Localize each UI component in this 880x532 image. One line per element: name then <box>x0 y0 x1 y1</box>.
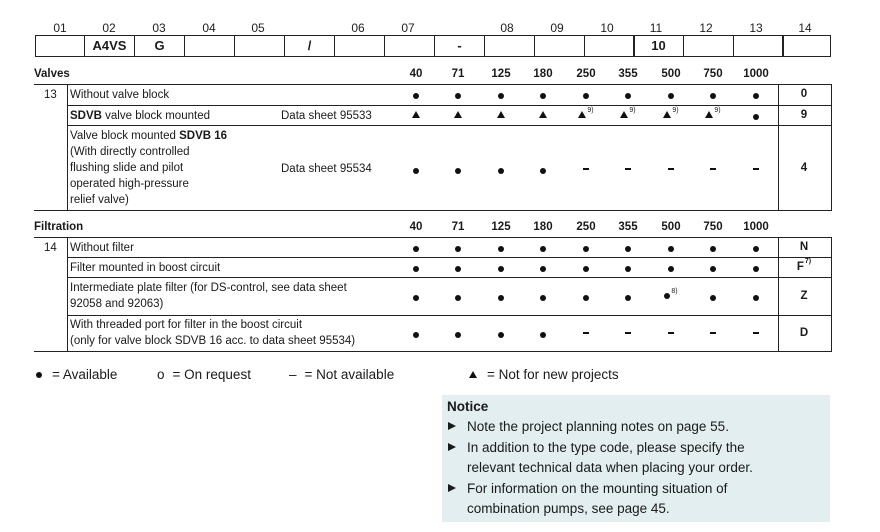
legend-available: = Available <box>36 367 117 382</box>
not-available-icon <box>583 168 589 170</box>
pos-10: 10 <box>600 21 614 35</box>
not-available-icon: – <box>289 367 297 382</box>
pos-12: 12 <box>699 21 713 35</box>
available-icon <box>540 93 546 99</box>
available-icon <box>413 266 419 272</box>
available-icon <box>455 93 461 99</box>
not-for-new-icon <box>469 371 477 378</box>
not-for-new-icon <box>578 111 586 118</box>
available-icon <box>413 168 419 174</box>
code-box-04 <box>184 35 235 57</box>
option-intermediate-plate-filter: Intermediate plate filter (for DS-control, see data sheet 92058 and 92063) <box>70 282 347 310</box>
option-sdvb-mounted: SDVB valve block mounted <box>70 110 210 122</box>
size-500: 500 <box>661 68 681 80</box>
row-number-13: 13 <box>44 89 57 101</box>
size-1000: 1000 <box>743 221 769 233</box>
datasheet-95534: Data sheet 95534 <box>281 163 372 175</box>
not-available-icon <box>583 332 589 334</box>
size-355: 355 <box>618 221 638 233</box>
available-icon <box>540 332 546 338</box>
row-number-14: 14 <box>44 242 57 254</box>
pos-04: 04 <box>202 21 216 35</box>
on-request-icon: o <box>157 367 165 382</box>
filtration-row-rule <box>67 257 779 258</box>
filtration-top-rule <box>34 237 832 238</box>
valves-row-rule <box>67 105 779 106</box>
valves-divider <box>67 84 68 211</box>
filtration-title: Filtration <box>34 221 84 233</box>
available-icon <box>540 266 546 272</box>
available-icon <box>413 93 419 99</box>
available-icon <box>710 266 716 272</box>
available-icon <box>664 293 670 299</box>
filtration-divider <box>67 237 68 352</box>
option-filter-boost-circuit: Filter mounted in boost circuit <box>70 262 221 274</box>
available-icon <box>498 168 504 174</box>
not-available-icon <box>625 332 631 334</box>
pos-05: 05 <box>251 21 265 35</box>
filtration-row-rule <box>67 277 779 278</box>
available-icon <box>498 332 504 338</box>
available-icon <box>455 168 461 174</box>
code-9: 9 <box>800 109 808 121</box>
available-icon <box>455 246 461 252</box>
bullet-arrow-icon <box>448 443 456 451</box>
code-box-14 <box>782 35 831 57</box>
not-available-icon <box>753 168 759 170</box>
legend-not-available: – = Not available <box>289 367 395 382</box>
not-available-icon <box>668 168 674 170</box>
code-col-left <box>778 84 779 211</box>
code-box-01 <box>35 35 85 57</box>
code-box-02: A4VS <box>84 35 135 57</box>
code-col-rule <box>778 277 832 278</box>
not-for-new-icon <box>663 111 671 118</box>
available-icon <box>753 93 759 99</box>
available-icon <box>625 246 631 252</box>
code-box-11: 10 <box>633 35 684 57</box>
not-for-new-icon <box>497 111 505 118</box>
available-icon <box>668 266 674 272</box>
available-icon <box>583 93 589 99</box>
code-box-06 <box>334 35 385 57</box>
not-available-icon <box>710 332 716 334</box>
available-icon <box>583 246 589 252</box>
option-threaded-port-filter: With threaded port for filter in the boost circuit (only for valve block SDVB 16 acc. to data sheet 95534) <box>70 319 356 347</box>
available-icon <box>668 93 674 99</box>
size-125: 125 <box>491 221 511 233</box>
code-4: 4 <box>800 162 808 174</box>
pos-08: 08 <box>500 21 514 35</box>
size-500: 500 <box>661 221 681 233</box>
available-icon <box>455 266 461 272</box>
pos-03: 03 <box>152 21 166 35</box>
option-without-filter: Without filter <box>70 242 134 254</box>
code-F: $F^{7)}$ <box>796 258 812 273</box>
available-icon <box>753 114 759 120</box>
not-available-icon <box>753 332 759 334</box>
legend-on-request: o = On request <box>157 367 251 382</box>
legend-not-for-new: = Not for new projects <box>469 367 619 382</box>
size-750: 750 <box>703 221 723 233</box>
code-box-03: G <box>134 35 185 57</box>
code-box-05 <box>234 35 285 57</box>
code-box-06a: / <box>284 35 335 57</box>
notice-title: Notice <box>447 399 489 414</box>
pos-06: 06 <box>351 21 365 35</box>
available-icon <box>540 295 546 301</box>
available-icon <box>455 295 461 301</box>
size-355: 355 <box>618 68 638 80</box>
available-icon <box>413 332 419 338</box>
size-40: 40 <box>409 221 423 233</box>
available-icon <box>753 266 759 272</box>
available-icon <box>710 295 716 301</box>
filtration-row-rule <box>67 315 779 316</box>
size-40: 40 <box>409 68 423 80</box>
datasheet-95533: Data sheet 95533 <box>281 110 372 122</box>
code-col-rule <box>778 125 832 126</box>
code-box-10 <box>584 35 635 57</box>
pos-01: 01 <box>53 21 67 35</box>
valves-bottom-rule <box>34 210 832 211</box>
available-icon <box>498 295 504 301</box>
size-125: 125 <box>491 68 511 80</box>
notice-item-1: Note the project planning notes on page 55. <box>467 419 729 434</box>
code-D: D <box>799 327 809 339</box>
size-71: 71 <box>451 221 465 233</box>
available-icon <box>36 372 42 378</box>
not-for-new-icon <box>412 111 420 118</box>
available-icon <box>498 266 504 272</box>
available-icon <box>413 246 419 252</box>
available-icon <box>710 246 716 252</box>
code-col-rule <box>778 315 832 316</box>
available-icon <box>540 246 546 252</box>
available-icon <box>583 295 589 301</box>
size-180: 180 <box>533 68 553 80</box>
valves-top-rule <box>34 84 832 85</box>
code-box-dash: - <box>434 35 485 57</box>
not-for-new-icon <box>705 111 713 118</box>
notice-box <box>442 395 830 522</box>
available-icon <box>583 266 589 272</box>
pos-07: 07 <box>401 21 415 35</box>
not-for-new-icon <box>539 111 547 118</box>
code-box-12 <box>683 35 734 57</box>
code-0: 0 <box>800 88 808 100</box>
available-icon <box>753 295 759 301</box>
available-icon <box>753 246 759 252</box>
code-box-09 <box>534 35 585 57</box>
option-without-valve-block: Without valve block <box>70 89 170 101</box>
option-sdvb16-mounted: Valve block mounted SDVB 16 (With directly controlled flushing slide and pilot operated high-pressure relief valve) <box>70 130 228 206</box>
code-col-right <box>831 237 832 352</box>
available-icon <box>413 295 419 301</box>
size-250: 250 <box>576 221 596 233</box>
pos-09: 09 <box>550 21 564 35</box>
valves-title: Valves <box>34 68 70 80</box>
size-1000: 1000 <box>743 68 769 80</box>
code-N: N <box>799 241 809 253</box>
available-icon <box>668 246 674 252</box>
available-icon <box>498 246 504 252</box>
available-icon <box>625 93 631 99</box>
valves-row-rule <box>67 125 779 126</box>
not-available-icon <box>668 332 674 334</box>
bullet-arrow-icon <box>448 422 456 430</box>
available-icon <box>540 168 546 174</box>
code-box-13 <box>733 35 784 57</box>
notice-item-3: For information on the mounting situation of combination pumps, see page 45. <box>467 481 728 516</box>
not-for-new-icon <box>620 111 628 118</box>
available-icon <box>625 266 631 272</box>
filtration-bottom-rule <box>34 351 832 352</box>
code-Z: Z <box>800 290 808 302</box>
size-180: 180 <box>533 221 553 233</box>
size-750: 750 <box>703 68 723 80</box>
available-icon <box>455 332 461 338</box>
pos-02: 02 <box>102 21 116 35</box>
notice-item-2: In addition to the type code, please specify the relevant technical data when placing your order. <box>467 440 753 475</box>
code-col-right <box>831 84 832 211</box>
available-icon <box>625 295 631 301</box>
not-available-icon <box>710 168 716 170</box>
pos-11: 11 <box>649 21 663 35</box>
not-available-icon <box>625 168 631 170</box>
not-for-new-icon <box>454 111 462 118</box>
code-box-08 <box>484 35 535 57</box>
pos-13: 13 <box>749 21 763 35</box>
available-icon <box>498 93 504 99</box>
pos-14: 14 <box>798 21 812 35</box>
available-icon <box>710 93 716 99</box>
size-71: 71 <box>451 68 465 80</box>
size-250: 250 <box>576 68 596 80</box>
bullet-arrow-icon <box>448 484 456 492</box>
code-box-07 <box>384 35 435 57</box>
code-col-rule <box>778 105 832 106</box>
